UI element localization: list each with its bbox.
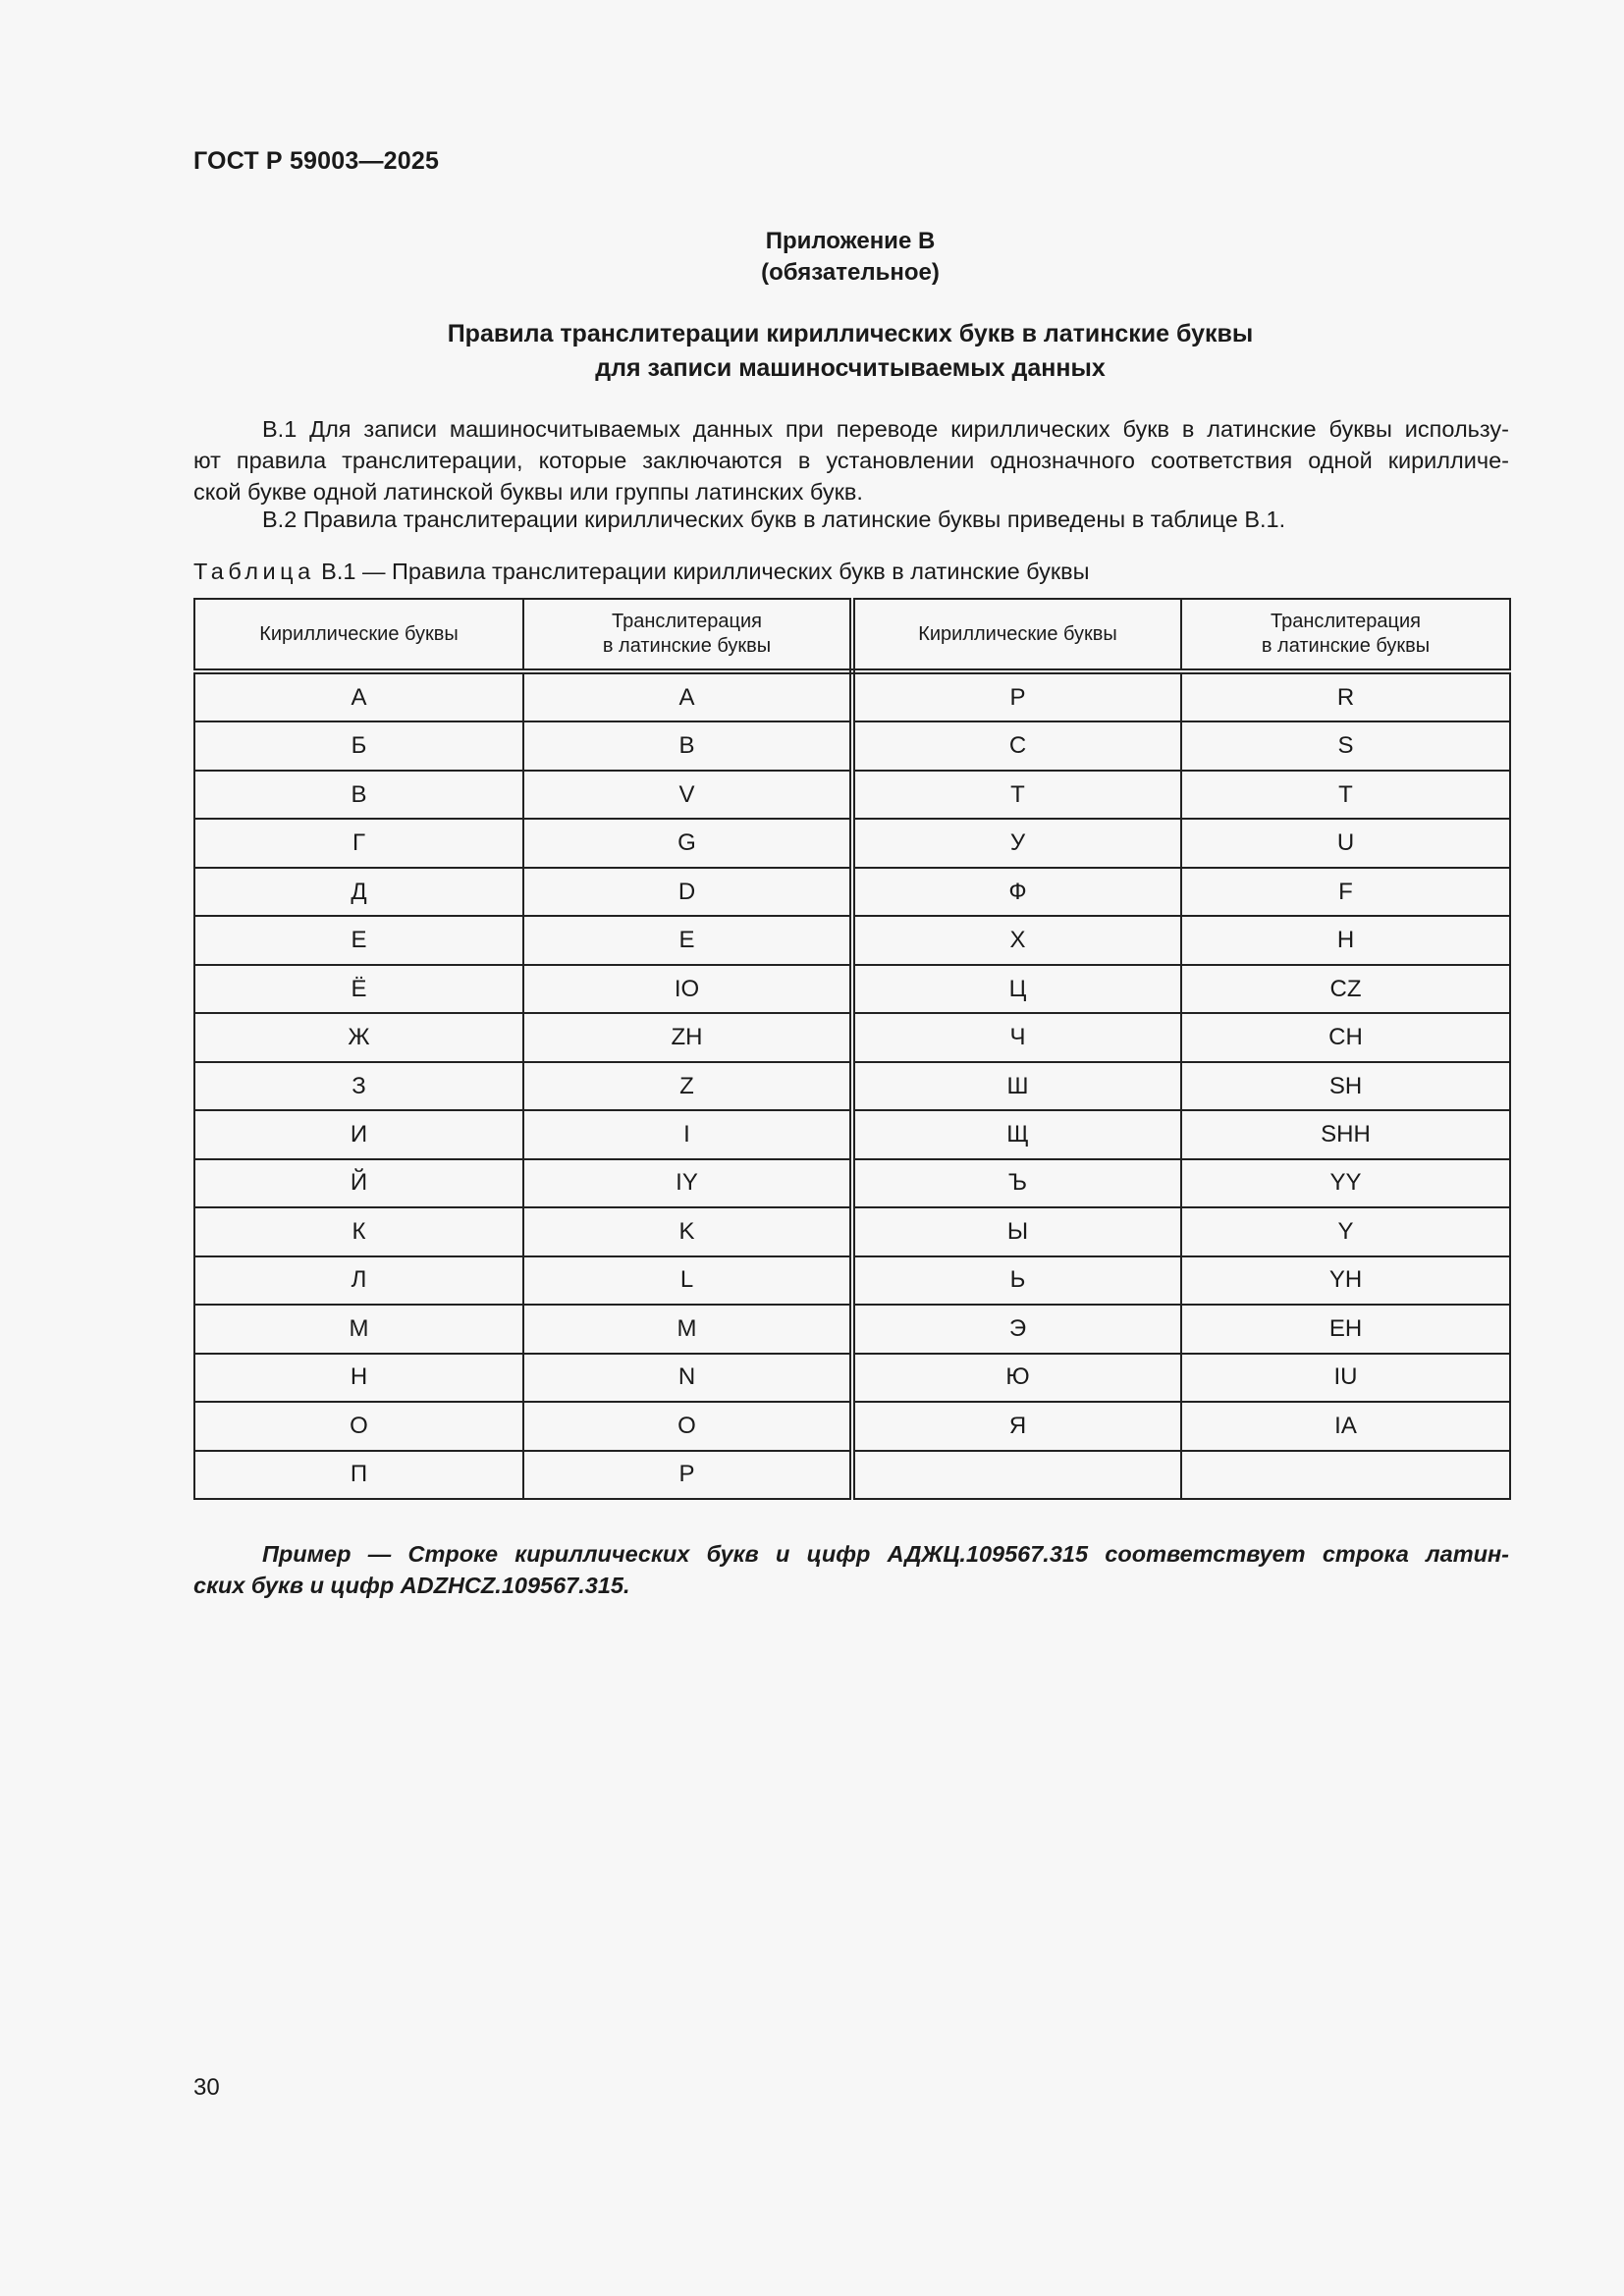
table-row: [194, 1013, 1510, 1061]
table-row: [194, 1305, 1510, 1353]
transliteration-table: [193, 598, 1511, 1500]
latin-cell: CH: [1181, 1013, 1510, 1061]
cyrillic-cell: К: [194, 1207, 523, 1255]
latin-cell: CZ: [1181, 965, 1510, 1013]
latin-cell: B: [523, 721, 852, 770]
latin-cell: P: [523, 1451, 852, 1499]
table-caption-text: В.1 — Правила транслитерации кириллических букв в латинские буквы: [314, 559, 1090, 584]
latin-cell: [1181, 1451, 1510, 1499]
latin-cell: A: [523, 671, 852, 721]
table-row: [194, 819, 1510, 867]
header-latin-left-line2: в латинские буквы: [602, 635, 772, 657]
table-row: [194, 916, 1510, 964]
paragraph-b1-line2: ют правила транслитерации, которые заключаются в установлении однозначного соответствия одной кирилличе-: [193, 448, 1509, 473]
cyrillic-cell: Ч: [852, 1013, 1181, 1061]
table-row: [194, 1159, 1510, 1207]
table-row: [194, 1451, 1510, 1499]
cyrillic-cell: В: [194, 771, 523, 819]
cyrillic-cell: Л: [194, 1256, 523, 1305]
cyrillic-cell: Ы: [852, 1207, 1181, 1255]
cyrillic-cell: А: [194, 671, 523, 721]
cyrillic-cell: Э: [852, 1305, 1181, 1353]
table-row: [194, 1402, 1510, 1450]
header-cyrillic-right: Кириллические буквы: [852, 599, 1181, 671]
table-row: [194, 1354, 1510, 1402]
table-row: [194, 868, 1510, 916]
latin-cell: Y: [1181, 1207, 1510, 1255]
latin-cell: U: [1181, 819, 1510, 867]
latin-cell: IY: [523, 1159, 852, 1207]
latin-cell: S: [1181, 721, 1510, 770]
cyrillic-cell: [852, 1451, 1181, 1499]
table-header-row: [194, 599, 1510, 671]
cyrillic-cell: Н: [194, 1354, 523, 1402]
annex-heading: [0, 317, 1624, 386]
cyrillic-cell: Ъ: [852, 1159, 1181, 1207]
header-cyrillic-left: Кириллические буквы: [194, 599, 523, 671]
cyrillic-cell: Ш: [852, 1062, 1181, 1110]
latin-cell: IU: [1181, 1354, 1510, 1402]
cyrillic-cell: Ё: [194, 965, 523, 1013]
table-caption-label: Таблица: [193, 559, 315, 584]
paragraph-b2: [193, 504, 1509, 535]
example-line1: Пример — Строке кириллических букв и цифр АДЖЦ.109567.315 соответствует строка латин-: [262, 1541, 1509, 1567]
latin-cell: D: [523, 868, 852, 916]
annex-status: (обязательное): [761, 259, 940, 286]
cyrillic-cell: Г: [194, 819, 523, 867]
cyrillic-cell: Й: [194, 1159, 523, 1207]
cyrillic-cell: Ц: [852, 965, 1181, 1013]
annex-heading-line1: Правила транслитерации кириллических букв в латинские буквы: [447, 320, 1254, 347]
table-row: [194, 771, 1510, 819]
table-row: [194, 965, 1510, 1013]
header-latin-right-line2: в латинские буквы: [1261, 635, 1431, 657]
cyrillic-cell: Ф: [852, 868, 1181, 916]
latin-cell: K: [523, 1207, 852, 1255]
cyrillic-cell: Ж: [194, 1013, 523, 1061]
latin-cell: M: [523, 1305, 852, 1353]
cyrillic-cell: Б: [194, 721, 523, 770]
cyrillic-cell: З: [194, 1062, 523, 1110]
annex-title-block: [0, 226, 1624, 289]
header-latin-left: [523, 599, 852, 671]
cyrillic-cell: М: [194, 1305, 523, 1353]
page-number: 30: [193, 2074, 220, 2101]
latin-cell: R: [1181, 671, 1510, 721]
latin-cell: E: [523, 916, 852, 964]
example-note: [193, 1538, 1509, 1601]
annex-title: Приложение В: [765, 228, 936, 254]
table-row: [194, 671, 1510, 721]
cyrillic-cell: Х: [852, 916, 1181, 964]
latin-cell: EH: [1181, 1305, 1510, 1353]
table-body: [194, 671, 1510, 1499]
cyrillic-cell: Д: [194, 868, 523, 916]
header-latin-left-line1: Транслитерация: [612, 611, 762, 632]
latin-cell: YY: [1181, 1159, 1510, 1207]
header-latin-right: [1181, 599, 1510, 671]
paragraph-b1-line3: ской букве одной латинской буквы или группы латинских букв.: [193, 479, 863, 505]
table-row: [194, 1256, 1510, 1305]
table-caption: [193, 556, 1090, 587]
latin-cell: I: [523, 1110, 852, 1158]
table-row: [194, 1110, 1510, 1158]
latin-cell: Z: [523, 1062, 852, 1110]
latin-cell: H: [1181, 916, 1510, 964]
paragraph-b1: [193, 413, 1509, 507]
example-line2: ских букв и цифр ADZHCZ.109567.315.: [193, 1573, 630, 1598]
cyrillic-cell: Р: [852, 671, 1181, 721]
cyrillic-cell: Т: [852, 771, 1181, 819]
latin-cell: ZH: [523, 1013, 852, 1061]
latin-cell: IO: [523, 965, 852, 1013]
latin-cell: YH: [1181, 1256, 1510, 1305]
latin-cell: V: [523, 771, 852, 819]
annex-heading-line2: для записи машиносчитываемых данных: [595, 354, 1106, 382]
latin-cell: F: [1181, 868, 1510, 916]
cyrillic-cell: Е: [194, 916, 523, 964]
latin-cell: N: [523, 1354, 852, 1402]
document-code: ГОСТ Р 59003—2025: [193, 147, 440, 175]
latin-cell: O: [523, 1402, 852, 1450]
cyrillic-cell: П: [194, 1451, 523, 1499]
latin-cell: SH: [1181, 1062, 1510, 1110]
cyrillic-cell: Я: [852, 1402, 1181, 1450]
cyrillic-cell: У: [852, 819, 1181, 867]
header-latin-right-line1: Транслитерация: [1271, 611, 1421, 632]
table-row: [194, 721, 1510, 770]
latin-cell: IA: [1181, 1402, 1510, 1450]
cyrillic-cell: С: [852, 721, 1181, 770]
cyrillic-cell: Ь: [852, 1256, 1181, 1305]
paragraph-b1-line1: В.1 Для записи машиносчитываемых данных при переводе кириллических букв в латинские буквы использу-: [262, 416, 1509, 442]
latin-cell: G: [523, 819, 852, 867]
paragraph-b2-line1: В.2 Правила транслитерации кириллических букв в латинские буквы приведены в таблице В.1.: [262, 507, 1286, 532]
table-row: [194, 1207, 1510, 1255]
cyrillic-cell: И: [194, 1110, 523, 1158]
table-row: [194, 1062, 1510, 1110]
cyrillic-cell: Щ: [852, 1110, 1181, 1158]
cyrillic-cell: О: [194, 1402, 523, 1450]
latin-cell: L: [523, 1256, 852, 1305]
latin-cell: SHH: [1181, 1110, 1510, 1158]
cyrillic-cell: Ю: [852, 1354, 1181, 1402]
latin-cell: T: [1181, 771, 1510, 819]
